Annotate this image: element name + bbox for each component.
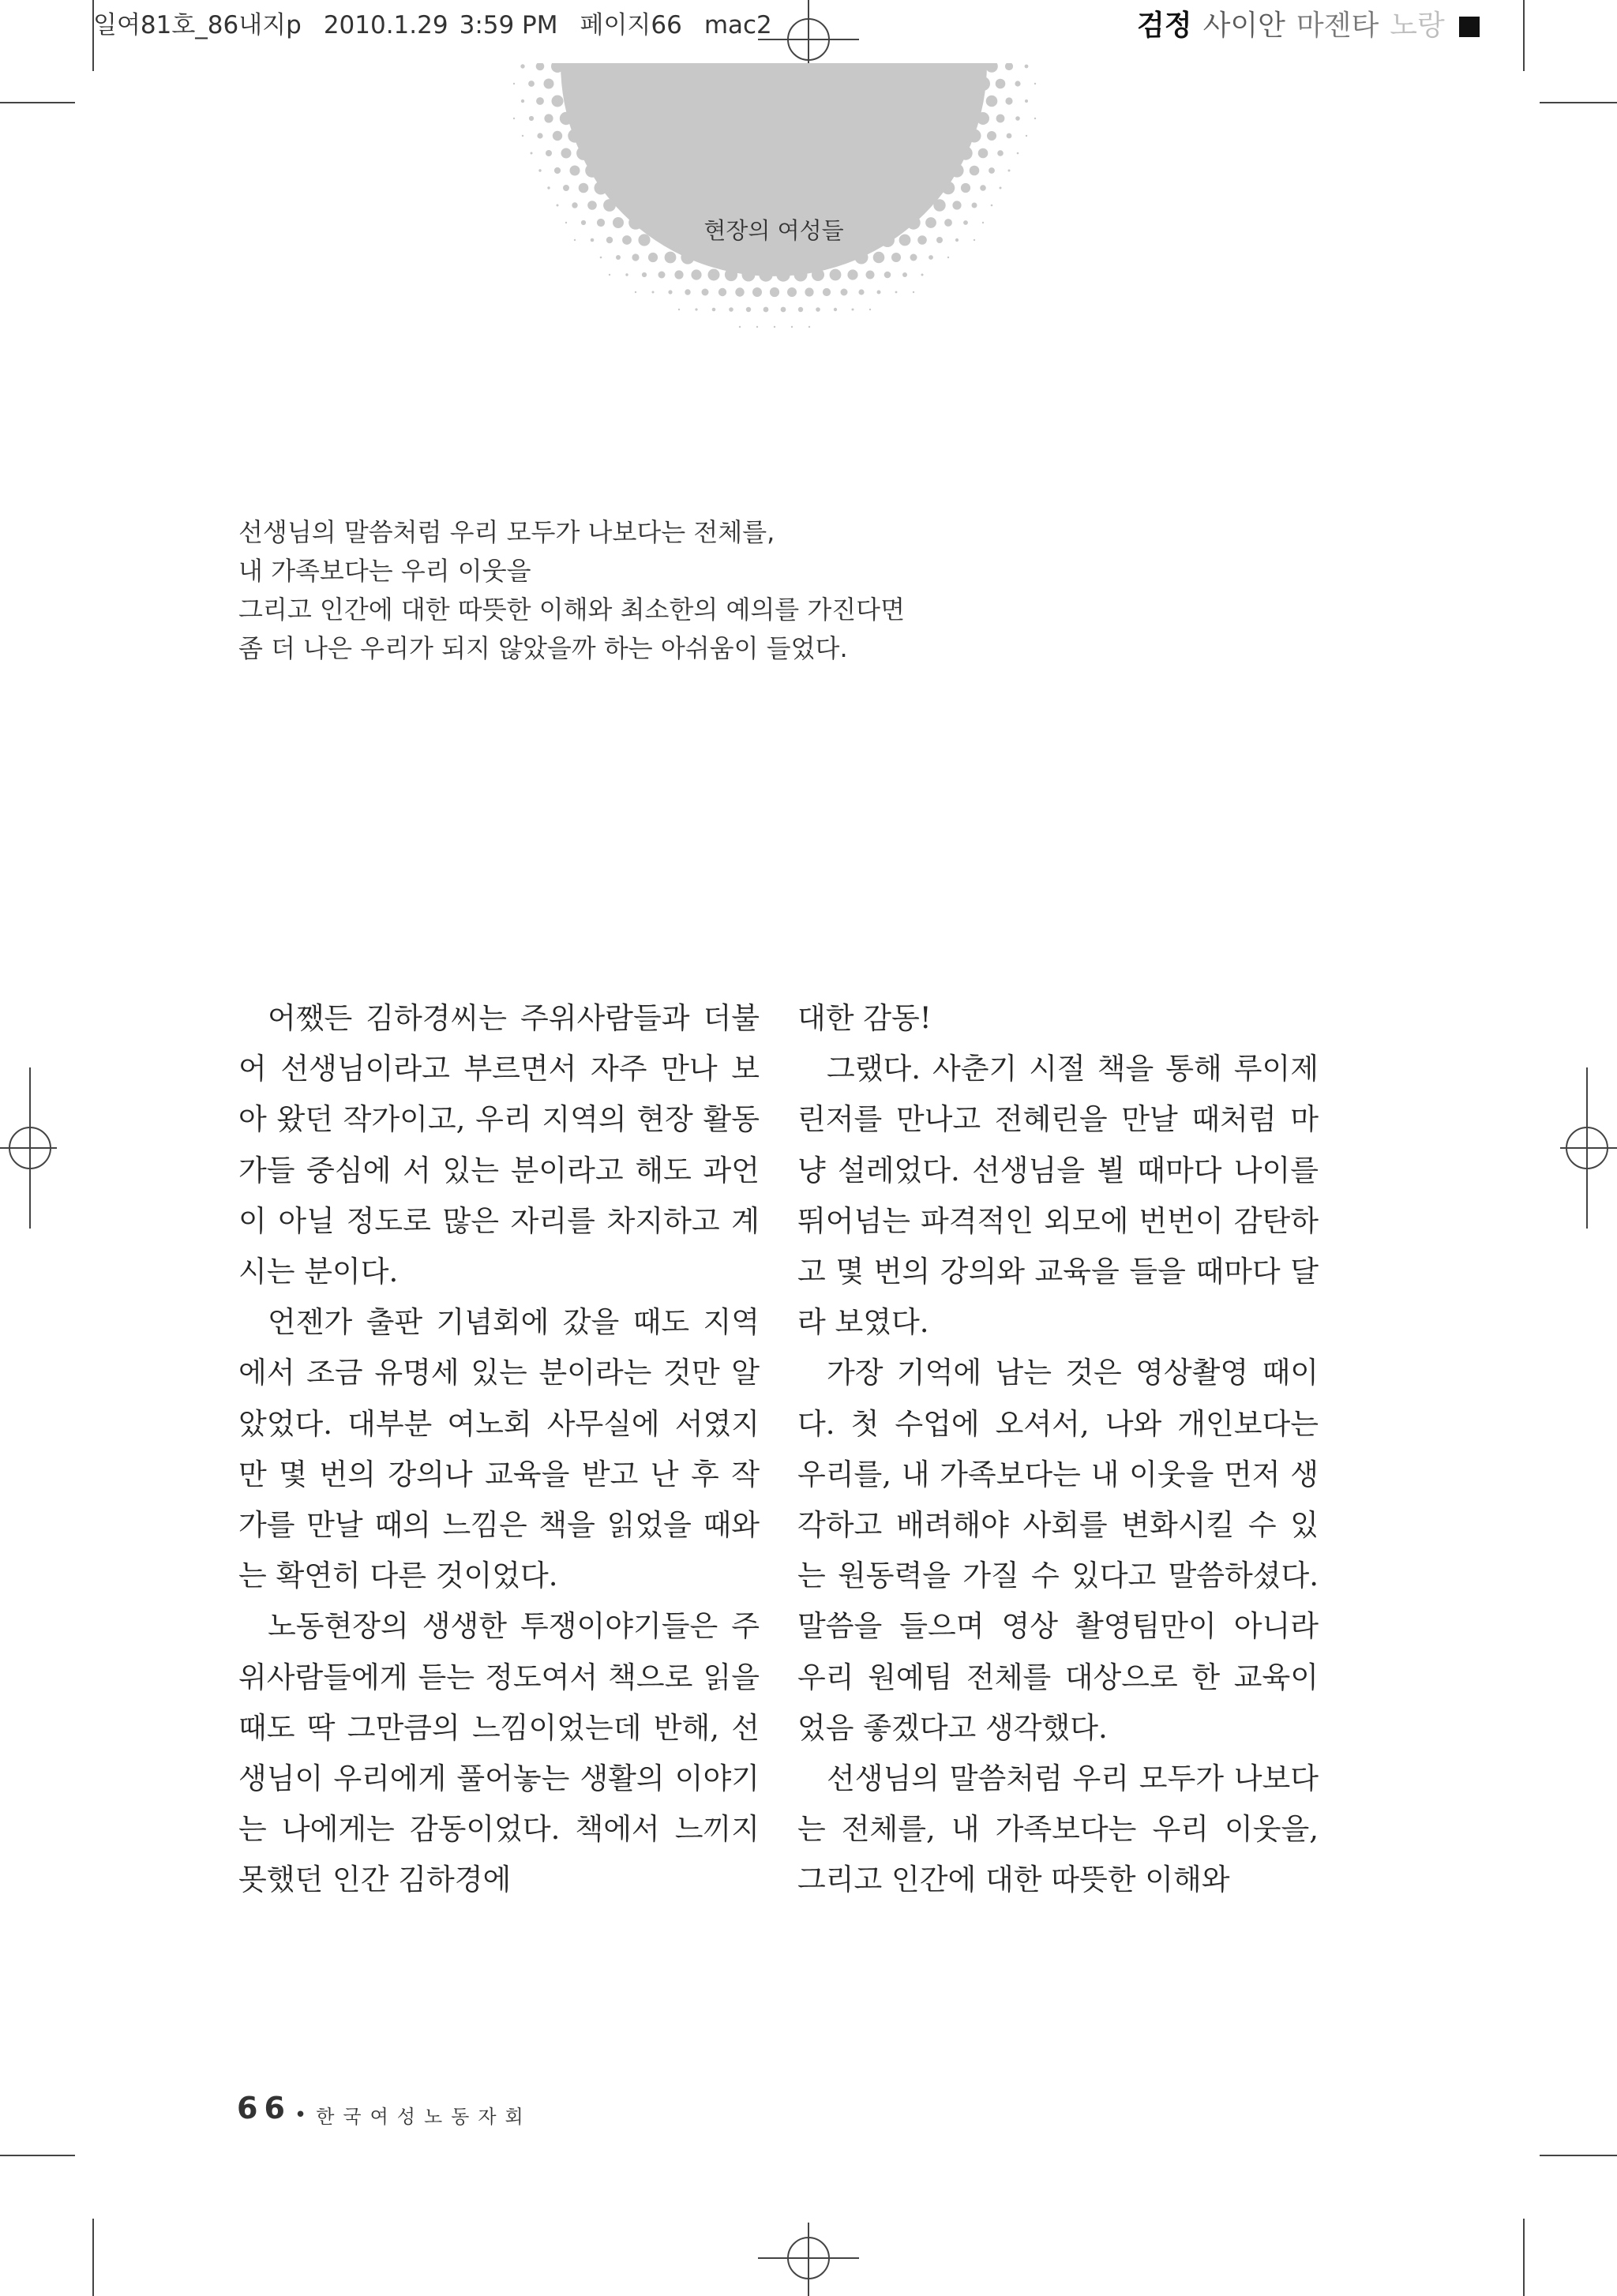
body-paragraph: 언젠가 출판 기념회에 갔을 때도 지역에서 조금 유명세 있는 분이라는 것만 알았었다. 대부분 여노회 사무실에 서였지만 몇 번의 강의나 교육을 받고 난 후 작가를 만날 때의 느낌은 책을 읽었을 때와는 확연히 다른 것이었다. xyxy=(238,1305,760,1593)
color-label-yellow: 노랑 xyxy=(1390,9,1445,42)
pull-quote xyxy=(238,513,1265,668)
pull-quote-line: 그리고 인간에 대한 따뜻한 이해와 최소한의 예의를 가진다면 xyxy=(238,595,906,625)
body-column-left xyxy=(238,993,760,1906)
section-title: 현장의 여성들 xyxy=(703,217,844,244)
slug-page-label: 페이지66 xyxy=(580,11,682,39)
bullet-icon: • xyxy=(294,2103,307,2127)
color-bar xyxy=(1137,3,1491,43)
black-square-icon xyxy=(1459,17,1480,37)
pull-quote-line: 좀 더 나은 우리가 되지 않았을까 하는 아쉬움이 들었다. xyxy=(238,633,848,663)
registration-mark-left xyxy=(0,1067,57,1229)
slug-machine: mac2 xyxy=(703,11,772,39)
organization-name: 한국여성노동자회 xyxy=(316,2106,532,2128)
body-column-right xyxy=(797,993,1319,1906)
body-paragraph: 선생님의 말씀처럼 우리 모두가 나보다는 전체를, 내 가족보다는 우리 이웃을, 그리고 인간에 대한 따뜻한 이해와 xyxy=(797,1761,1319,1897)
page-footer xyxy=(237,2091,532,2129)
slug-file-name: 일여81호_86내지p xyxy=(93,11,302,39)
body-paragraph: 가장 기억에 남는 것은 영상촬영 때이다. 첫 수업에 오셔서, 나와 개인보다는 우리를, 내 가족보다는 내 이웃을 먼저 생각하고 배려해야 사회를 변화시킬 수 있는 원동력을 가질 수 있다고 말씀하셨다. 말씀을 들으며 영상 촬영팀만이 아니라 우리 원예팀 전체를 대상으로 한 교육이었음 좋겠다고 생각했다. xyxy=(797,1356,1319,1745)
pull-quote-line: 내 가족보다는 우리 이웃을 xyxy=(238,556,531,586)
registration-mark-right xyxy=(1560,1067,1617,1229)
slug-date: 2010.1.29 xyxy=(323,11,448,39)
body-paragraph: 그랬다. 사춘기 시절 책을 통해 루이제 린저를 만나고 전혜린을 만날 때처럼 마냥 설레었다. 선생님을 뵐 때마다 나이를 뛰어넘는 파격적인 외모에 번번이 감탄하고 몇 번의 강의와 교육을 들을 때마다 달라 보였다. xyxy=(797,1052,1319,1340)
color-label-black: 검정 xyxy=(1137,9,1192,42)
pull-quote-line: 선생님의 말씀처럼 우리 모두가 나보다는 전체를, xyxy=(238,517,775,547)
slug-time: 3:59 PM xyxy=(459,11,558,39)
page-number: 66 xyxy=(237,2091,291,2125)
print-slug xyxy=(93,5,794,40)
color-label-cyan: 사이안 xyxy=(1202,9,1285,42)
body-paragraph-continued: 대한 감동! xyxy=(797,1001,932,1035)
color-label-magenta: 마젠타 xyxy=(1296,9,1379,42)
body-paragraph: 노동현장의 생생한 투쟁이야기들은 주위사람들에게 듣는 정도여서 책으로 읽을 때도 딱 그만큼의 느낌이었는데 반해, 선생님이 우리에게 풀어놓는 생활의 이야기는 나에게는 감동이었다. 책에서 느끼지 못했던 인간 김하경에 xyxy=(238,1609,760,1897)
body-paragraph: 어쨌든 김하경씨는 주위사람들과 더불어 선생님이라고 부르면서 자주 만나 보아 왔던 작가이고, 우리 지역의 현장 활동가들 중심에 서 있는 분이라고 해도 과언이 아닐 정도로 많은 자리를 차지하고 계시는 분이다. xyxy=(238,1001,760,1289)
registration-mark-bottom xyxy=(758,2223,859,2296)
